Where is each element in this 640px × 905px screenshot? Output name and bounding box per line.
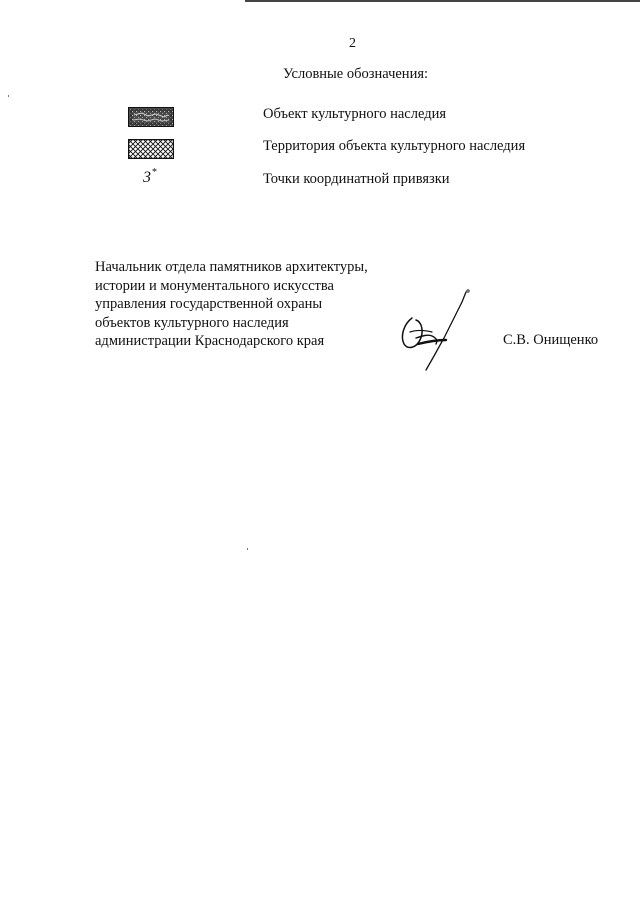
- handwritten-signature: [392, 288, 488, 378]
- scan-speck: [8, 95, 9, 97]
- scan-speck: [247, 548, 248, 550]
- signer-position-line: объектов культурного наследия: [95, 314, 289, 331]
- signer-position-line: Начальник отдела памятников архитектуры,: [95, 259, 368, 275]
- object-fill-icon: [128, 107, 174, 127]
- legend-label-territory: Территория объекта культурного наследия: [263, 138, 526, 154]
- legend-item-object: [0, 104, 640, 130]
- point-marker-icon: [143, 169, 157, 187]
- legend-item-points: [0, 169, 640, 195]
- legend-title: Условные обозначения:: [283, 66, 429, 82]
- point-marker-number: 3: [143, 169, 151, 186]
- signer-name: С.В. Онищенко: [503, 332, 599, 348]
- point-marker-star: *: [152, 167, 157, 178]
- territory-hatch-icon: [128, 139, 174, 159]
- top-border-line: [245, 0, 640, 2]
- signer-position-line: истории и монументального искусства: [95, 277, 334, 294]
- legend-label-object: Объект культурного наследия: [263, 106, 447, 122]
- signer-position-line: администрации Краснодарского края: [95, 333, 325, 349]
- signer-position: [95, 258, 368, 351]
- legend-item-territory: [0, 136, 640, 162]
- signer-position-line: управления государственной охраны: [95, 296, 323, 312]
- legend-label-points: Точки координатной привязки: [263, 171, 450, 187]
- page-number: 2: [349, 36, 356, 51]
